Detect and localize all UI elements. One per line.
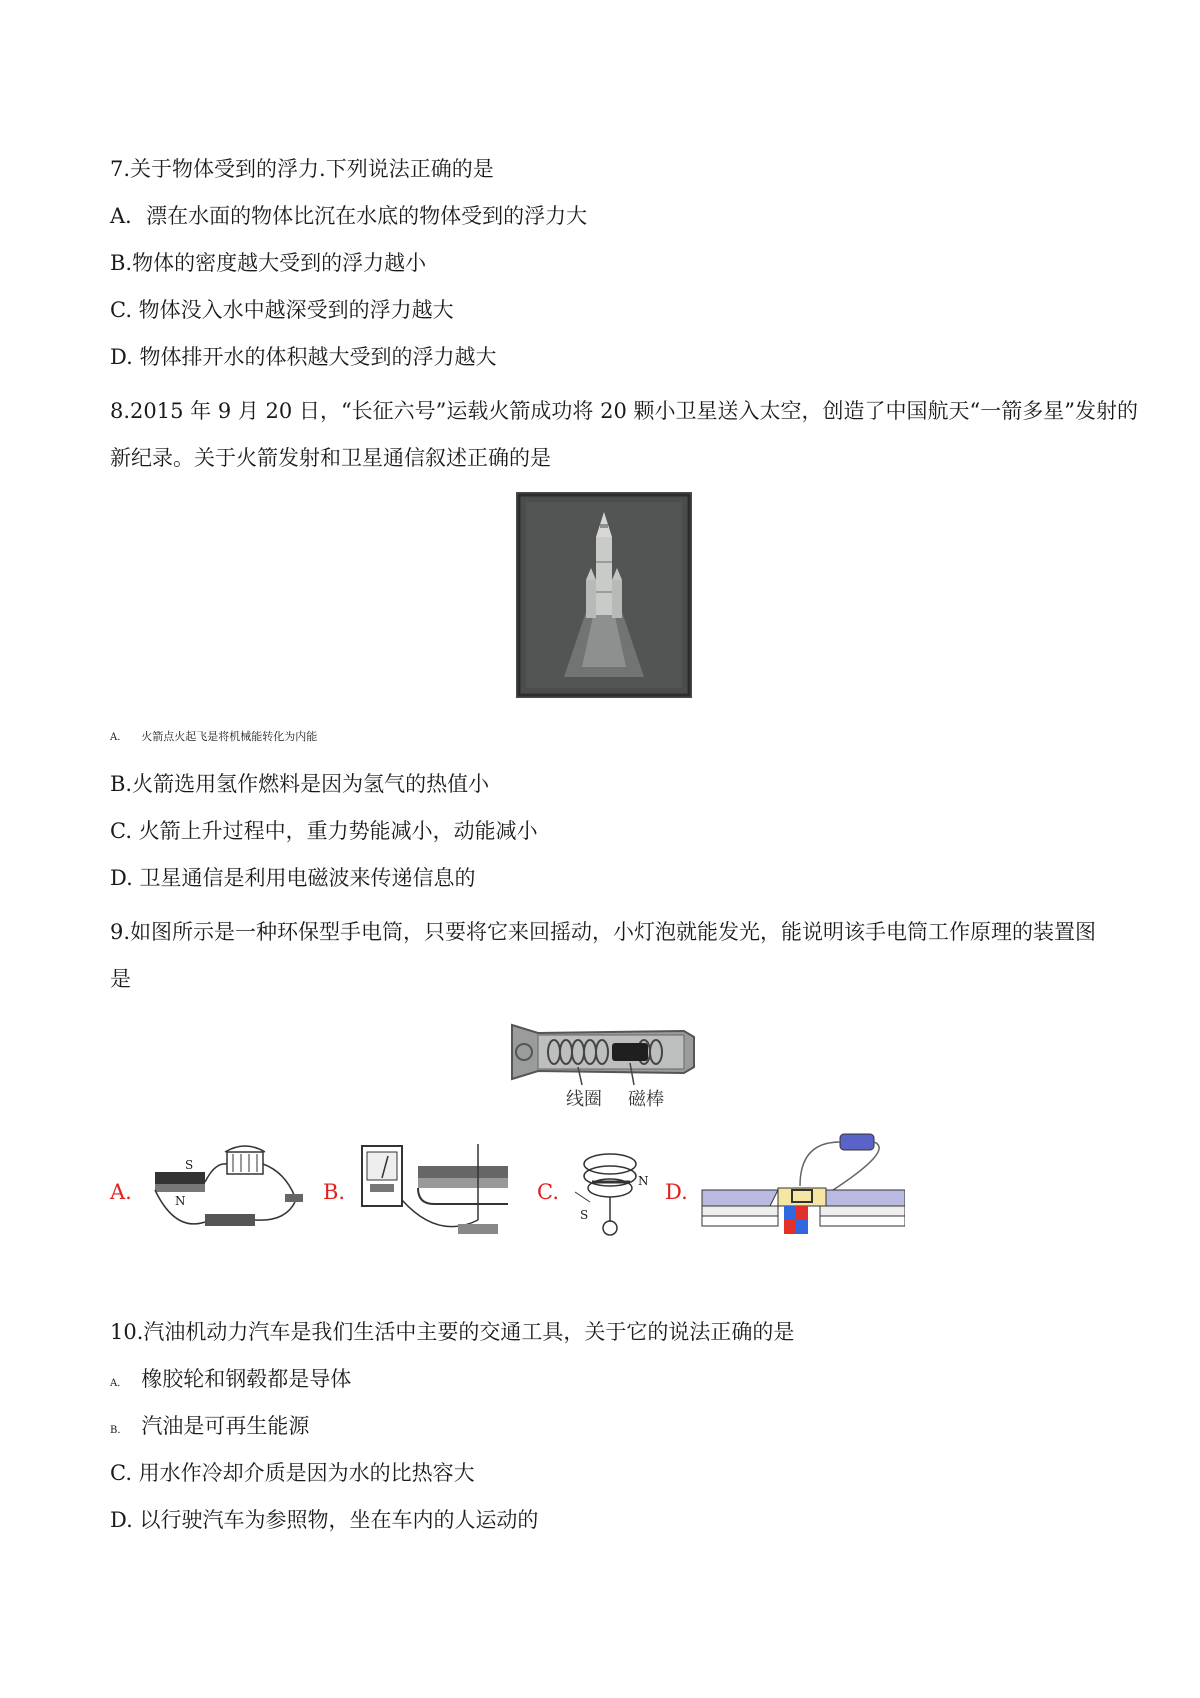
q7-option-a: A．漂在水面的物体比沉在水底的物体受到的浮力大	[110, 204, 588, 228]
q8-option-a	[110, 730, 317, 745]
q10-option-b-prefix: B．	[110, 1425, 128, 1436]
q9-stem-line2: 是	[110, 967, 131, 991]
rocket-launch-image	[516, 492, 692, 698]
q9-figure-d	[700, 1130, 905, 1250]
fig-c-n-label: N	[638, 1174, 649, 1188]
q10-option-c: C. 用水作冷却介质是因为水的比热容大	[110, 1461, 475, 1485]
fig-c-s-label: S	[580, 1208, 589, 1222]
q8-option-c: C. 火箭上升过程中，重力势能减小，动能减小	[110, 819, 538, 843]
q8-option-a-text: 火箭点火起飞是将机械能转化为内能	[141, 730, 318, 743]
q10-option-b-text: 汽油是可再生能源	[141, 1414, 310, 1438]
q9-stem-line1: 9.如图所示是一种环保型手电筒，只要将它来回摇动，小灯泡就能发光，能说明该手电筒工作原理的装置图	[110, 920, 1097, 944]
coil-label: 线圈	[566, 1089, 602, 1110]
q10-stem: 10.汽油机动力汽车是我们生活中主要的交通工具，关于它的说法正确的是	[110, 1320, 795, 1344]
q7-option-d: D. 物体排开水的体积越大受到的浮力越大	[110, 345, 497, 369]
q8-stem-line1: 8.2015 年 9 月 20 日，“长征六号”运载火箭成功将 20 颗小卫星送入太空，创造了中国航天“一箭多星”发射的	[110, 399, 1138, 423]
q10-option-d: D. 以行驶汽车为参照物，坐在车内的人运动的	[110, 1508, 539, 1532]
q9-option-c-label: C.	[537, 1180, 559, 1204]
q10-option-a	[110, 1365, 351, 1398]
q9-figure-c	[570, 1142, 660, 1242]
q7-option-b: B.物体的密度越大受到的浮力越小	[110, 251, 427, 275]
q10-option-a-prefix: A．	[110, 1378, 128, 1389]
q9-figure-a	[145, 1142, 320, 1242]
q10-option-b	[110, 1412, 309, 1445]
q9-figure-b	[358, 1140, 520, 1244]
q8-stem-line2: 新纪录。关于火箭发射和卫星通信叙述正确的是	[110, 446, 551, 470]
q8-option-a-prefix: A．	[110, 732, 128, 743]
q8-option-b: B.火箭选用氢作燃料是因为氢气的热值小	[110, 772, 490, 796]
q7-stem: 7.关于物体受到的浮力.下列说法正确的是	[110, 157, 494, 181]
q9-option-a-label: A.	[110, 1180, 132, 1204]
magnet-label: 磁棒	[628, 1089, 664, 1110]
q9-option-b-label: B.	[323, 1180, 346, 1204]
q9-option-d-label: D.	[665, 1180, 688, 1204]
fig-a-s-label: S	[185, 1158, 194, 1172]
q8-option-d: D. 卫星通信是利用电磁波来传递信息的	[110, 866, 476, 890]
q7-option-c: C. 物体没入水中越深受到的浮力越大	[110, 298, 454, 322]
fig-a-n-label: N	[175, 1194, 186, 1208]
flashlight-figure	[508, 1015, 698, 1111]
q10-option-a-text: 橡胶轮和钢毂都是导体	[141, 1367, 352, 1391]
